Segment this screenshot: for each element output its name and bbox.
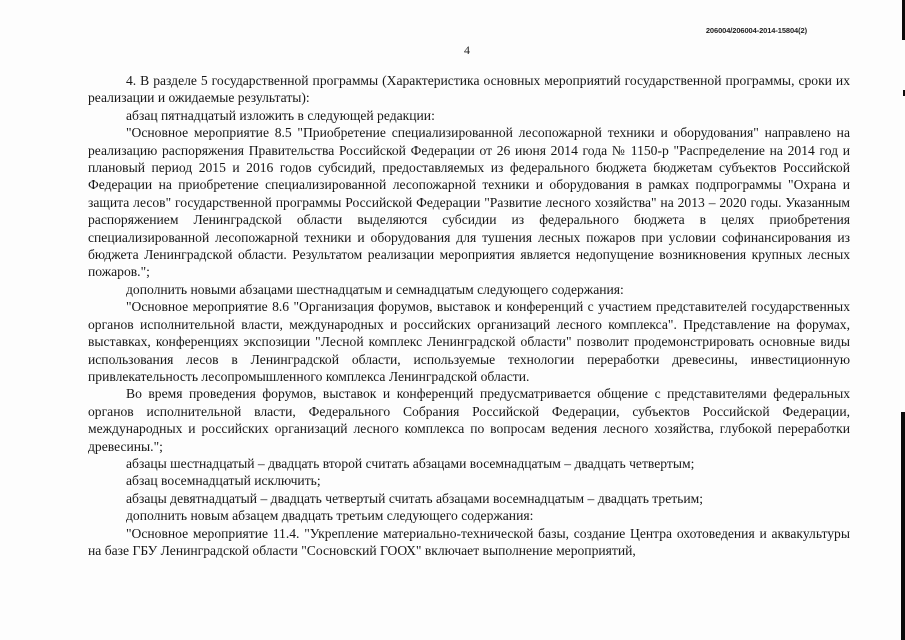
paragraph-forums: Во время проведения форумов, выставок и конференций предусматривается общение с представителями федеральных органов исполнительной власти, Федерального Собрания Российской Федерации, субъектов Российской Федерации, международных и российских организаций лесного комплекса по вопросам ведения лесного хозяйства, глубокой переработки древесины."; [88, 386, 850, 454]
scan-edge-mark [901, 412, 905, 640]
document-body [88, 72, 850, 559]
paragraph-instruction: абзацы девятнадцатый – двадцать четвертый считать абзацами восемнадцатым – двадцать третьим; [126, 490, 704, 506]
paragraph-instruction: абзац восемнадцатый исключить; [126, 473, 321, 489]
paragraph-measure-8-5: "Основное мероприятие 8.5 "Приобретение специализированной лесопожарной техники и оборудования" направлено на реализацию распоряжения Правительства Российской Федерации от 26 июня 2014 года № 1150-р "Распределение на 2014 год и плановый период 2015 и 2016 годов субсидий, предоставляемых из федерального бюджета бюджетам субъектов Российской Федерации на приобретение специализированной лесопожарной техники и оборудования в рамках подпрограммы "Охрана и защита лесов" государственной программы Российской Федерации "Развитие лесного хозяйства" на 2013 – 2020 годы. Указанным распоряжением Ленинградской области выделяются субсидии из федерального бюджета в целях приобретения специализированной лесопожарной техники и оборудования для тушения лесных пожаров при условии софинансирования из бюджета Ленинградской области. Результатом реализации мероприятия является недопущение возникновения крупных лесных пожаров."; [88, 125, 850, 280]
document-registration-code: 206004/206004-2014-15804(2) [705, 26, 807, 35]
page-number: 4 [464, 43, 470, 57]
paragraph-instruction: дополнить новыми абзацами шестнадцатым и семнадцатым следующего содержания: [126, 281, 624, 297]
paragraph-section-amendment: 4. В разделе 5 государственной программы (Характеристика основных мероприятий государственной программы, сроки их реализации и ожидаемые результаты): [88, 73, 850, 106]
paragraph-instruction: дополнить новым абзацем двадцать третьим следующего содержания: [126, 508, 534, 524]
paragraph-measure-11-4: "Основное мероприятие 11.4. "Укрепление материально-технической базы, создание Центра охотоведения и аквакультуры на базе ГБУ Ленинградской области "Сосновский ГООХ" включает выполнение мероприятий, [88, 525, 850, 558]
paragraph-measure-8-6: "Основное мероприятие 8.6 "Организация форумов, выставок и конференций с участием представителей государственных органов исполнительной власти, международных и российских организаций лесного комплекса". Представление на форумах, выставках, конференциях экспозиции "Лесной комплекс Ленинградской области" позволит продемонстрировать основные виды использования лесов в Ленинградской области, используемые технологии переработки древесины, инвестиционную привлекательность лесопромышленного комплекса Ленинградской области. [88, 299, 850, 384]
paragraph-instruction: абзац пятнадцатый изложить в следующей редакции: [126, 107, 435, 123]
paragraph-instruction: абзацы шестнадцатый – двадцать второй считать абзацами восемнадцатым – двадцать четвертым; [126, 455, 695, 471]
